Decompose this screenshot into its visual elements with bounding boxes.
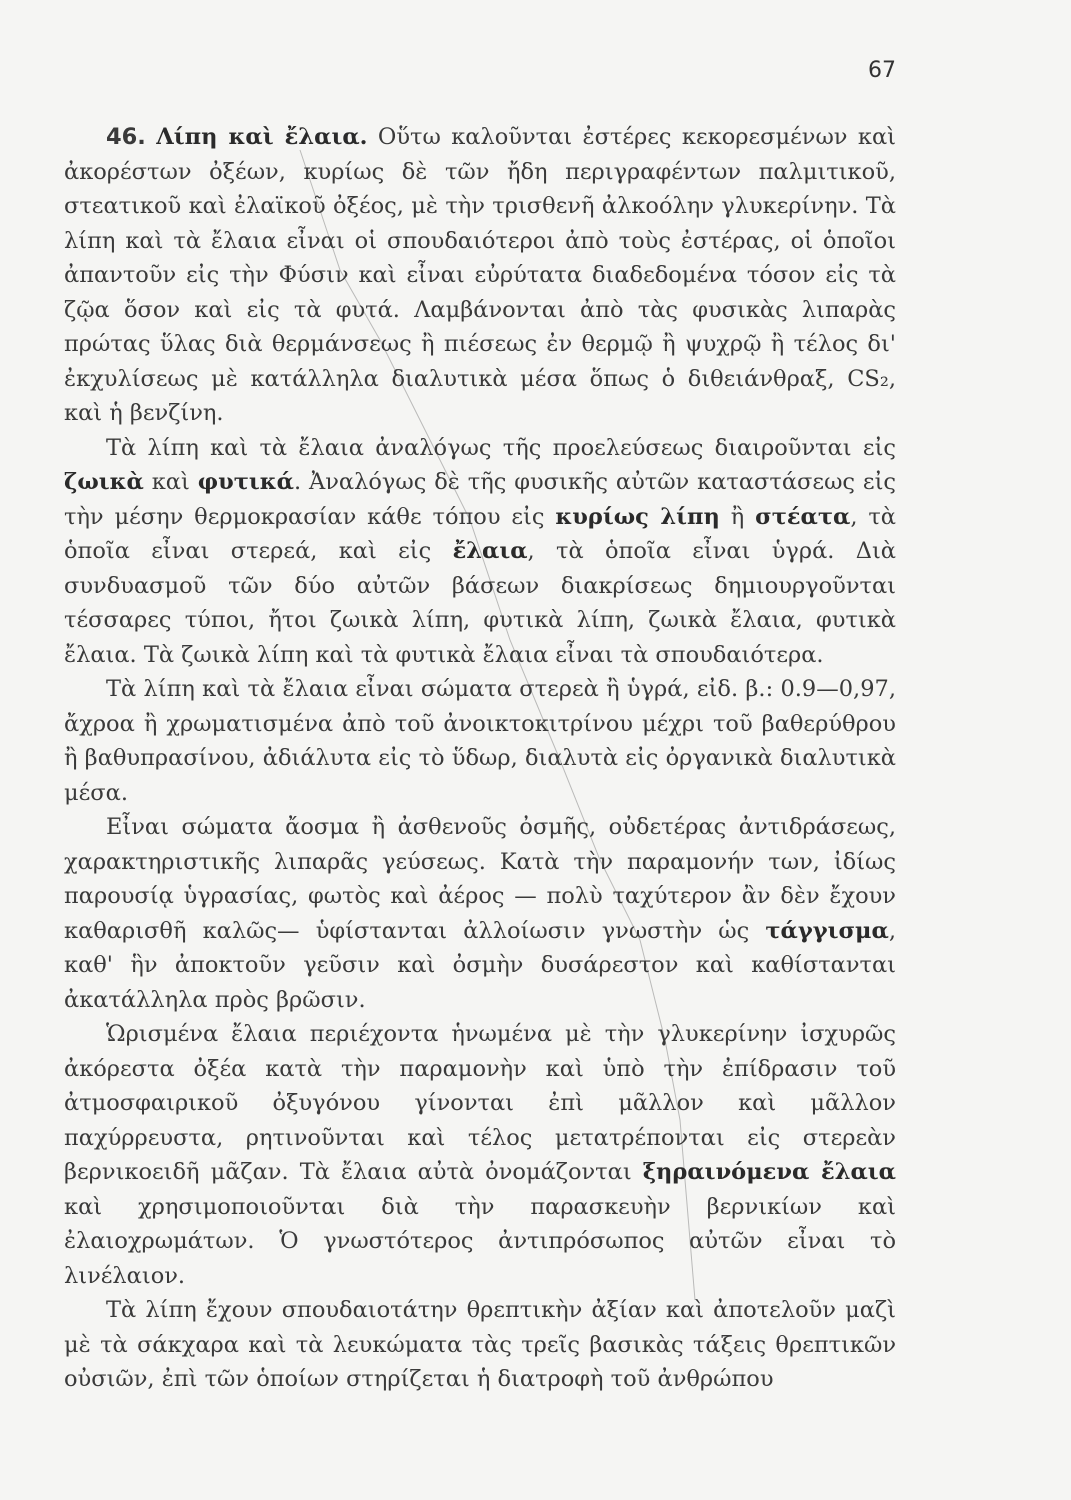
paragraph-1 (64, 120, 896, 431)
paragraph-4 (64, 810, 896, 1017)
page-number: 67 (868, 58, 896, 83)
paragraph-segment: Εἶναι σώματα ἄοσμα ἢ ἀσθενοῦς ὀσμῆς, οὐδετέρας ἀντιδράσεως, χαρακτηριστικῆς λιπαρᾶς γεύσεως. Κατὰ τὴν παραμονήν των, ἰδίως παρουσίᾳ ὑγρασίας, φωτὸς καὶ ἀέρος — πολὺ ταχύτερον ἂν δὲν ἔχουν καθαρισθῆ καλῶς— ὑφίστανται ἀλλοίωσιν γνωστὴν ὡς (64, 814, 896, 944)
paragraph-segment: Τὰ λίπη καὶ τὰ ἔλαια ἀναλόγως τῆς προελεύσεως διαιροῦνται εἰς (106, 434, 896, 461)
text-body (64, 120, 896, 1397)
term-elaia: ἔλαια (452, 538, 528, 564)
paragraph-segment: . Ἀναλόγως δὲ τῆς φυσικῆς αὐτῶν καταστάσεως εἰς τὴν μέσην θερμοκρασίαν κάθε τόπου εἰς (64, 469, 897, 530)
paragraph-2 (64, 431, 896, 673)
paragraph-segment: Οὕτω καλοῦνται ἐστέρες κεκορεσμένων καὶ ἀκορέστων ὀξέων, κυρίως δὲ τῶν ἤδη περιγραφέντων παλμιτικοῦ, στεατικοῦ καὶ ἐλαϊκοῦ ὀξέος, μὲ τὴν τρισθενῆ ἀλκοόλην γλυκερίνην. Τὰ λίπη καὶ τὰ ἔλαια εἶναι οἱ σπουδαιότεροι ἀπὸ τοὺς ἐστέρας, οἱ ὁποῖοι ἀπαντοῦν εἰς τὴν Φύσιν καὶ εἶναι εὐρύτατα διαδεδομένα τόσον εἰς τὰ ζῷα ὅσον καὶ εἰς τὰ φυτά. Λαμβάνονται ἀπὸ τὰς φυσικὰς λιπαρὰς πρώτας ὕλας διὰ θερμάνσεως ἢ πιέσεως ἐν θερμῷ ἢ ψυχρῷ ἢ τέλος δι' ἐκχυλίσεως μὲ κατάλληλα διαλυτικὰ μέσα ὅπως ὁ διθειάνθραξ, CS₂, καὶ ἡ βενζίνη. (64, 124, 896, 426)
paragraph-segment: Ὡρισμένα ἔλαια περιέχοντα ἡνωμένα μὲ τὴν γλυκερίνην ἰσχυρῶς ἀκόρεστα ὀξέα κατὰ τὴν παραμονὴν καὶ ὑπὸ τὴν ἐπίδρασιν τοῦ ἀτμοσφαιρικοῦ ὀξυγόνου γίνονται ἐπὶ μᾶλλον καὶ μᾶλλον παχύρρευστα, ρητινοῦνται καὶ τέλος μετατρέπονται εἰς στερεὰν βερνικοειδῆ μᾶζαν. Τὰ ἔλαια αὐτὰ ὀνομάζονται (64, 1021, 896, 1185)
paragraph-3 (64, 672, 896, 810)
paragraph-5 (64, 1017, 896, 1293)
paragraph-segment: καὶ (143, 469, 198, 495)
paragraph-segment: Τὰ λίπη ἔχουν σπουδαιοτάτην θρεπτικὴν ἀξίαν καὶ ἀποτελοῦν μαζὶ μὲ τὰ σάκχαρα καὶ τὰ λευκώματα τὰς τρεῖς βασικὰς τάξεις θρεπτικῶν οὐσιῶν, ἐπὶ τῶν ὁποίων στηρίζεται ἡ διατροφὴ τοῦ ἀνθρώπου (64, 1297, 896, 1392)
term-zoika: ζωικὰ (64, 469, 144, 495)
term-taggisma: τάγγισμα (765, 917, 889, 944)
section-number: 46. (106, 124, 146, 150)
term-steata: στέατα (755, 503, 851, 530)
paragraph-segment: , τὰ ὁποῖα εἶναι ὑγρά. Διὰ συνδυασμοῦ τῶν δύο αὐτῶν βάσεων διακρίσεως δημιουργοῦνται τέσσαρες τύποι, ἤτοι ζωικὰ λίπη, φυτικὰ λίπη, ζωικὰ ἔλαια, φυτικὰ ἔλαια. Τὰ ζωικὰ λίπη καὶ τὰ φυτικὰ ἔλαια εἶναι τὰ σπουδαιότερα. (64, 538, 897, 668)
paragraph-segment: ἢ (719, 503, 756, 530)
paragraph-6 (64, 1293, 896, 1397)
paragraph-segment: , καθ' ἣν ἀποκτοῦν γεῦσιν καὶ ὀσμὴν δυσάρεστον καὶ καθίστανται ἀκατάλληλα πρὸς βρῶσιν. (64, 917, 896, 1013)
term-xirainomena-elaia: ξηραινόμενα ἔλαια (642, 1159, 896, 1185)
term-fytika: φυτικά (197, 469, 294, 495)
paragraph-segment: , τὰ ὁποῖα εἶναι στερεά, καὶ εἰς (64, 503, 897, 564)
section-title: Λίπη καὶ ἔλαια. (156, 124, 368, 150)
paragraph-segment: καὶ χρησιμοποιοῦνται διὰ τὴν παρασκευὴν βερνικίων καὶ ἐλαιοχρωμάτων. Ὁ γνωστότερος ἀντιπρόσωπος αὐτῶν εἶναι τὸ λινέλαιον. (64, 1193, 896, 1289)
term-kyrios-lipi: κυρίως λίπη (555, 503, 720, 530)
paragraph-segment: Τὰ λίπη καὶ τὰ ἔλαια εἶναι σώματα στερεὰ ἢ ὑγρά, εἰδ. β.: 0.9—0,97, ἄχροα ἢ χρωματισμένα ἀπὸ τοῦ ἀνοικτοκιτρίνου μέχρι τοῦ βαθερύθρου ἢ βαθυπρασίνου, ἀδιάλυτα εἰς τὸ ὕδωρ, διαλυτὰ εἰς ὀργανικὰ διαλυτικὰ μέσα. (64, 676, 896, 806)
